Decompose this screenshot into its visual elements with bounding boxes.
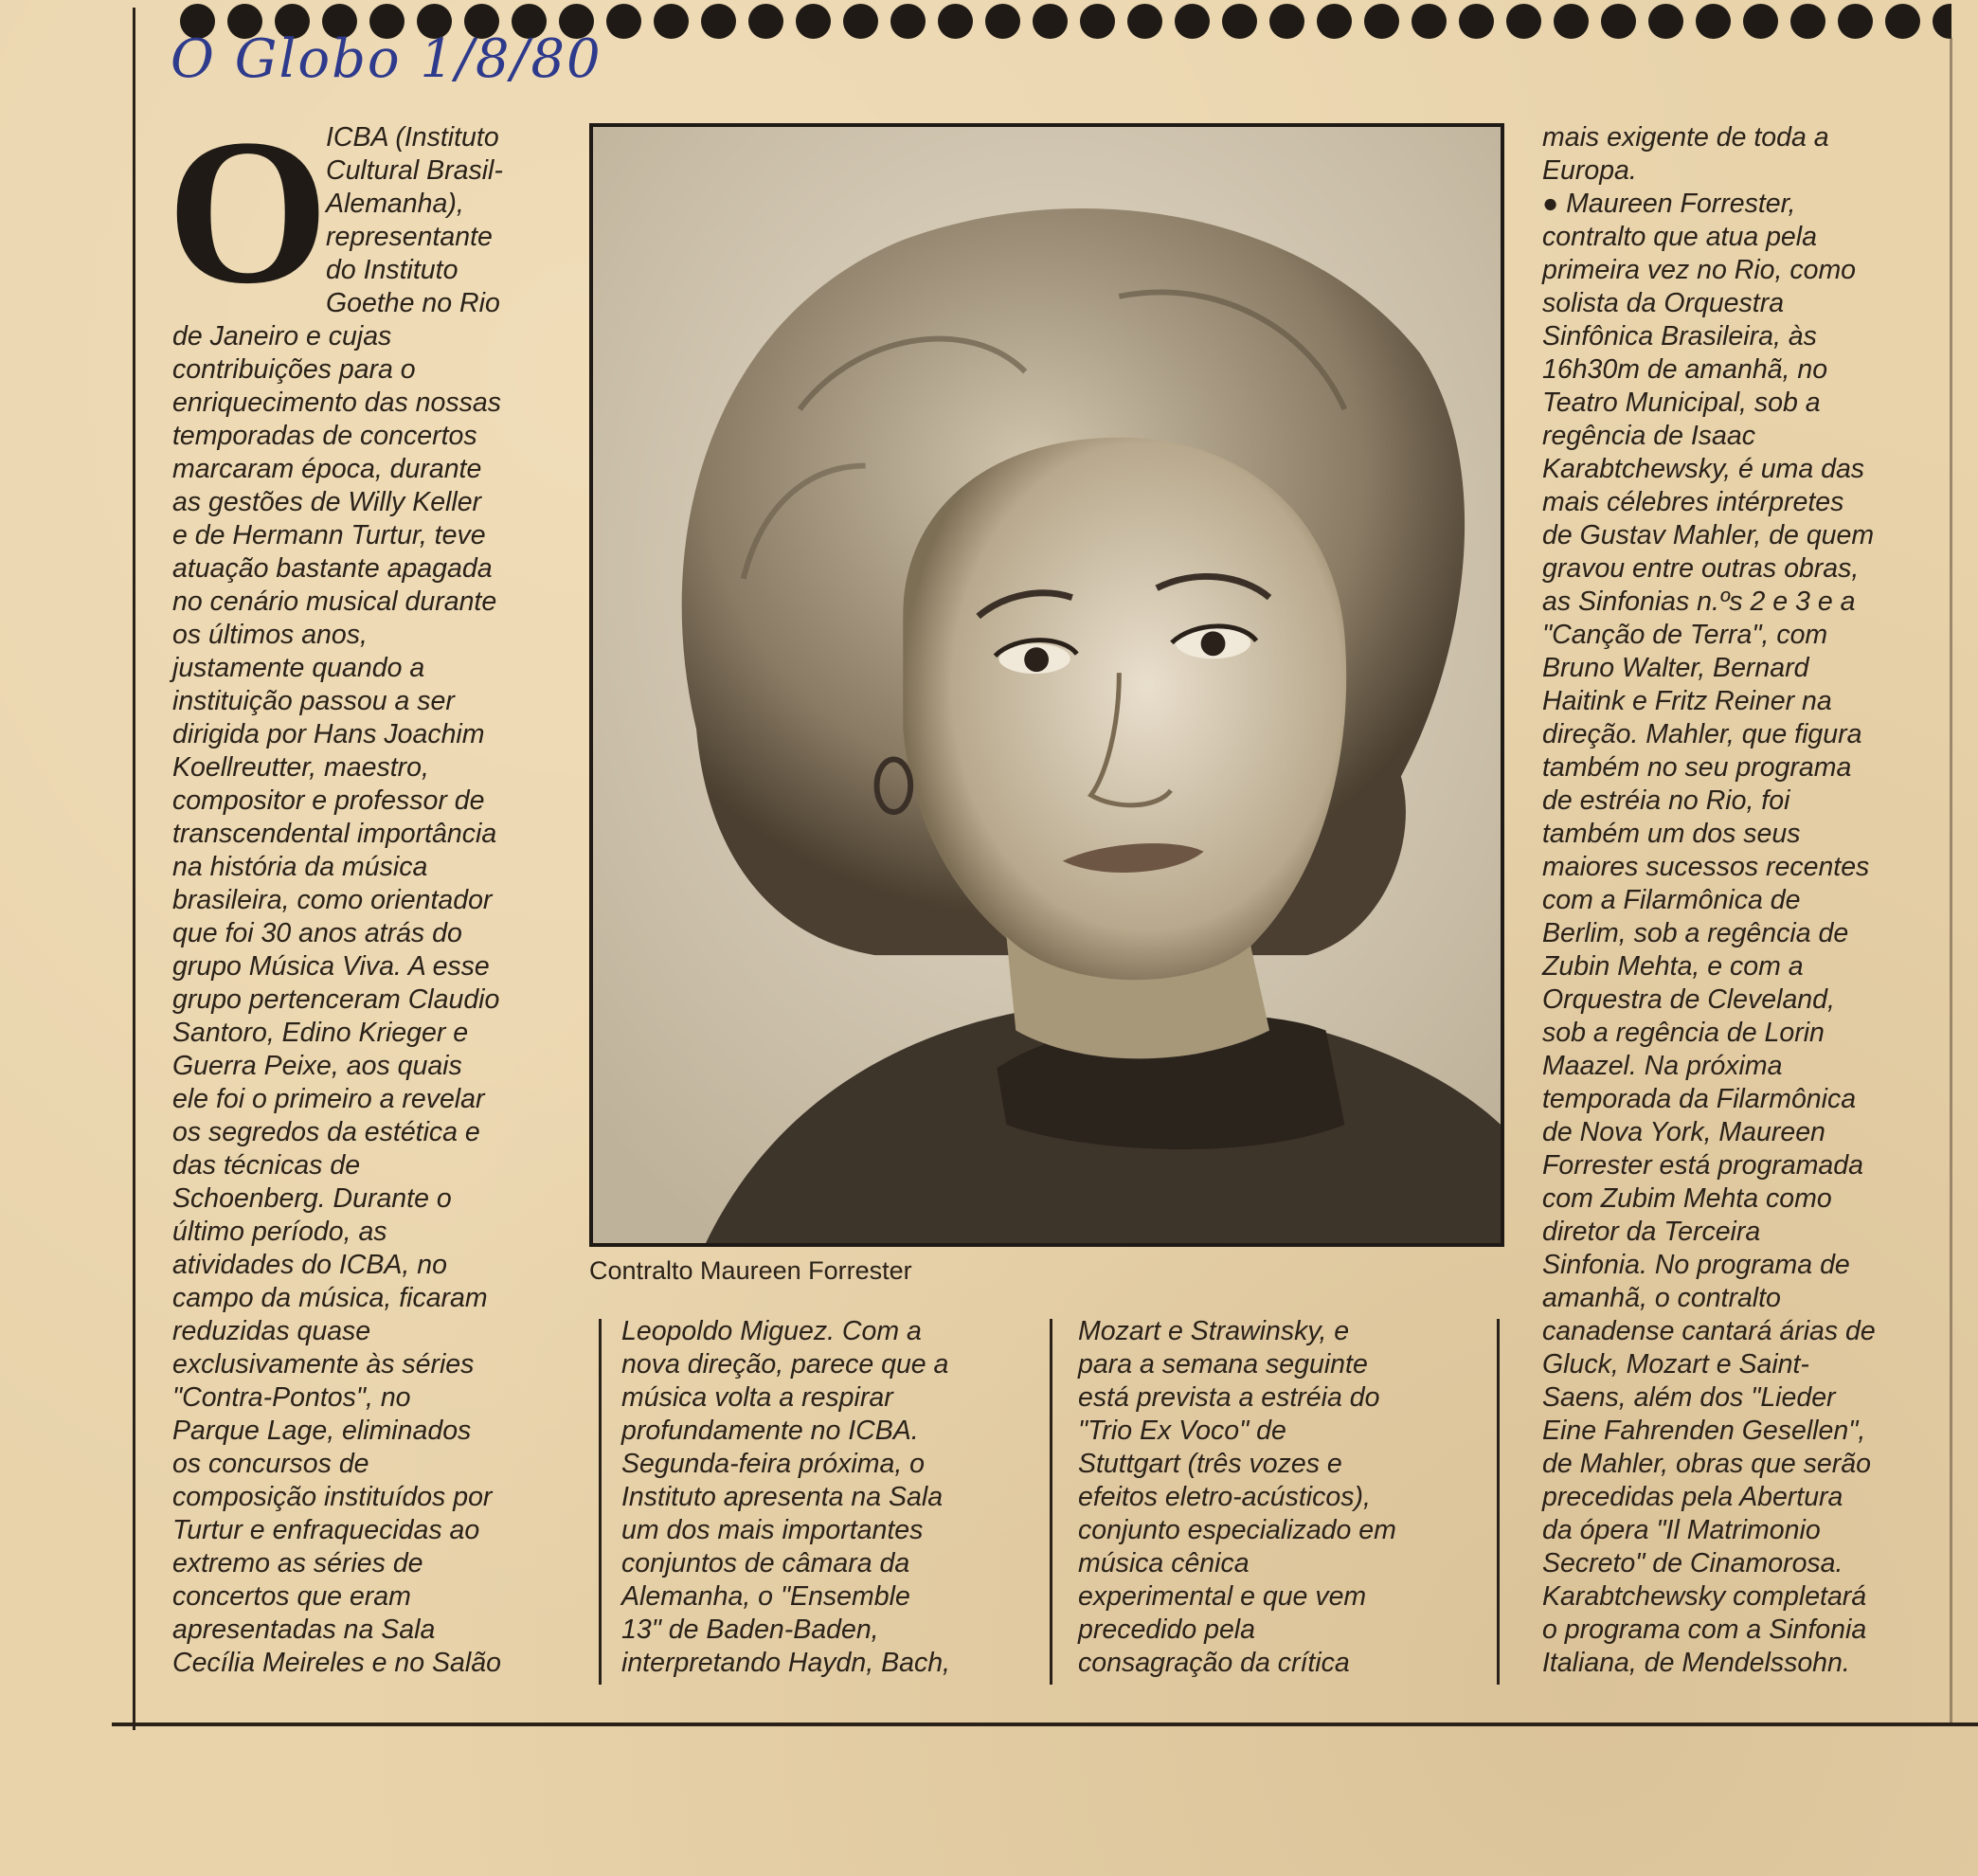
- perforation-dot: [1364, 4, 1399, 39]
- perforation-dot: [701, 4, 736, 39]
- perforation-dot: [1127, 4, 1162, 39]
- portrait-illustration: [593, 127, 1501, 1243]
- perforation-dot: [1506, 4, 1541, 39]
- perforation-dot: [1933, 4, 1951, 39]
- perforation-dot: [1601, 4, 1636, 39]
- article-col2-body: Leopoldo Miguez. Com a nova direção, parece que a música volta a respirar profundamente no ICBA. Segunda-feira próxima, o Instituto apresenta na Sala um dos mais importantes conjuntos de câmara da Alemanha, o "Ensemble 13" de Baden-Baden, interpretando Haydn, Bach,: [621, 1316, 950, 1678]
- perforation-dot: [1175, 4, 1210, 39]
- perforation-dot: [1269, 4, 1304, 39]
- column-rule: [1497, 1319, 1500, 1685]
- perforation-dot: [606, 4, 641, 39]
- article-col1-body: de Janeiro e cujas contribuições para o enriquecimento das nossas temporadas de concertos marcaram época, durante as gestões de Willy Keller e de Hermann Turtur, teve atuação bastante apagada no cenário musical durante os últimos anos, justamente quando a instituição passou a ser dirigida por Hans Joachim Koellreutter, maestro, compositor e professor de transcendental importância na história da música brasileira, como orientador que foi 30 anos atrás do grupo Música Viva. A esse grupo pertenceram Claudio Santoro, Edino Krieger e Guerra Peixe, aos quais ele foi o primeiro a revelar os segredos da estética e das técnicas de Schoenberg. Durante o último período, as atividades do ICBA, no campo da música, ficaram reduzidas quase exclusivamente às séries "Contra-Pontos", no Parque Lage, eliminados os concursos de composição instituídos por Turtur e enfraquecidas ao extremo as séries de concertos que eram apresentadas na Sala Cecília Meireles e no Salão: [172, 321, 501, 1678]
- handwritten-date-note: O Globo 1/8/80: [171, 28, 602, 90]
- perforation-dot: [1222, 4, 1257, 39]
- frame-left-rule: [133, 8, 135, 1730]
- article-col3-body: Mozart e Strawinsky, e para a semana seguinte está prevista a estréia do "Trio Ex Voco" de Stuttgart (três vozes e efeitos eletro-acústicos), conjunto especializado em música cênica experimental e que vem precedido pela consagração da crítica: [1078, 1316, 1396, 1678]
- perforation-dot: [748, 4, 783, 39]
- article-col1-intro: ICBA (Instituto Cultural Brasil- Alemanha), representante do Instituto Goethe no Rio: [326, 122, 503, 318]
- perforation-dot: [1790, 4, 1825, 39]
- perforation-dot: [1317, 4, 1352, 39]
- perforation-dot: [1459, 4, 1494, 39]
- perforation-dot: [985, 4, 1020, 39]
- frame-right-rule: [1950, 38, 1952, 1724]
- portrait-photo: [589, 123, 1504, 1247]
- article-col4-body: mais exigente de toda a Europa. ● Maureen Forrester, contralto que atua pela primeira vez no Rio, como solista da Orquestra Sinfônica Brasileira, às 16h30m de amanhã, no Teatro Municipal, sob a regência de Isaac Karabtchewsky, é uma das mais célebres intérpretes de Gustav Mahler, de quem gravou entre outras obras, as Sinfonias n.ºs 2 e 3 e a "Canção de Terra", com Bruno Walter, Bernard Haitink e Fritz Reiner na direção. Mahler, que figura também no seu programa de estréia no Rio, foi também um dos seus maiores sucessos recentes com a Filarmônica de Berlim, sob a regência de Zubin Mehta, e com a Orquestra de Cleveland, sob a regência de Lorin Maazel. Na próxima temporada da Filarmônica de Nova York, Maureen Forrester está programada com Zubim Mehta como diretor da Terceira Sinfonia. No programa de amanhã, o contralto canadense cantará árias de Gluck, Mozart e Saint- Saens, além dos "Lieder Eine Fahrenden Gesellen", de Mahler, obras que serão precedidas pela Abertura da ópera "Il Matrimonio Secreto" de Cinamorosa. Karabtchewsky completará o programa com a Sinfonia Italiana, de Mendelssohn.: [1542, 122, 1876, 1678]
- column-rule: [1050, 1319, 1052, 1685]
- perforation-dot: [1412, 4, 1447, 39]
- perforation-dot: [796, 4, 831, 39]
- perforation-dot: [1080, 4, 1115, 39]
- perforation-dot: [1838, 4, 1873, 39]
- perforation-dot: [938, 4, 973, 39]
- drop-cap: O: [167, 96, 330, 327]
- perforation-dot: [1696, 4, 1731, 39]
- frame-bottom-rule: [112, 1723, 1978, 1726]
- perforation-dot: [890, 4, 926, 39]
- perforation-dot: [1033, 4, 1068, 39]
- perforation-dot: [1743, 4, 1778, 39]
- perforation-dot: [1885, 4, 1920, 39]
- column-rule: [599, 1319, 602, 1685]
- photo-caption: Contralto Maureen Forrester: [589, 1256, 912, 1285]
- perforation-dot: [843, 4, 878, 39]
- perforation-dot: [1648, 4, 1683, 39]
- perforation-dot: [1554, 4, 1589, 39]
- perforation-dot: [654, 4, 689, 39]
